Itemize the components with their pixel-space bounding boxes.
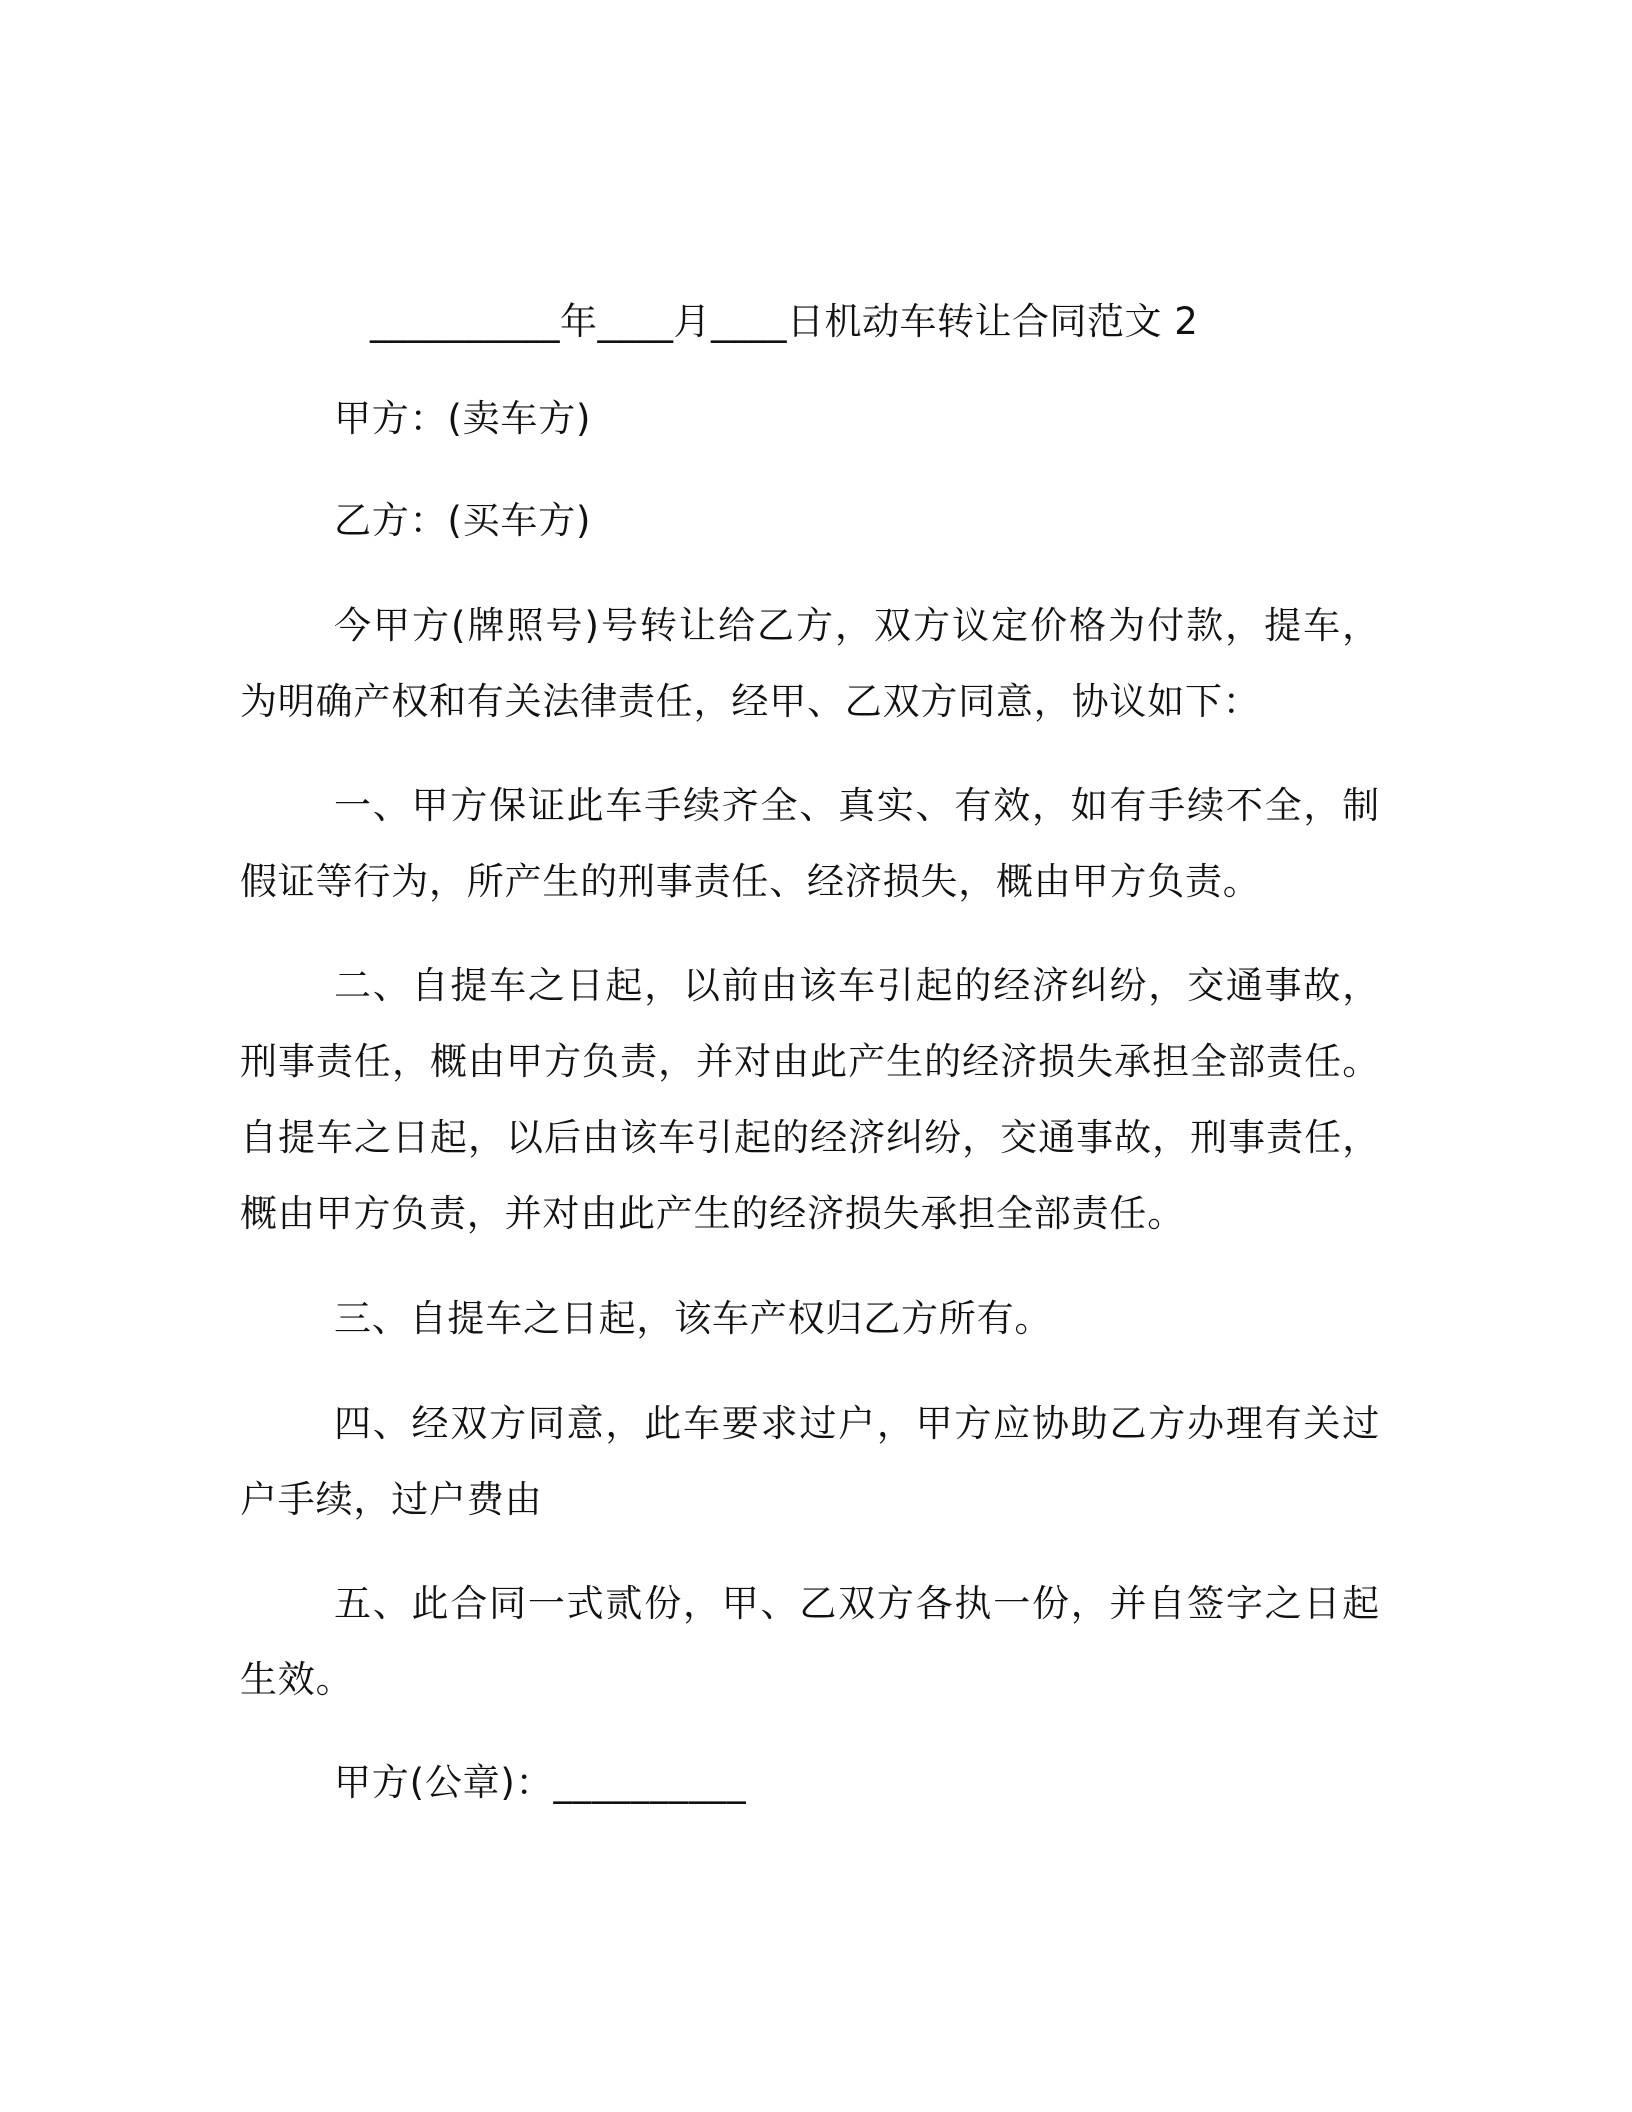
party-b-line: 乙方：(买车方) <box>334 499 592 542</box>
clause-5: 五、此合同一式贰份，甲、乙双方各执一份，并自签字之日起生效。 <box>240 1582 1380 1701</box>
clause-2: 二、自提车之日起，以前由该车引起的经济纠纷，交通事故，刑事责任，概由甲方负责，并对由此产生的经济损失承担全部责任。自提车之日起，以后由该车引起的经济纠纷，交通事故，刑事责任，概由甲方负责，并对由此产生的经济损失承担全部责任。 <box>240 964 1380 1235</box>
clause-3: 三、自提车之日起，该车产权归乙方所有。 <box>334 1297 1053 1340</box>
clause-4: 四、经双方同意，此车要求过户，甲方应协助乙方办理有关过户手续，过户费由 <box>240 1402 1380 1521</box>
document-title: __________年____月____日机动车转让合同范文 2 <box>370 300 1199 343</box>
signature-party-a: 甲方(公章)：__________ <box>334 1761 747 1804</box>
party-a-line: 甲方：(卖车方) <box>334 397 592 440</box>
intro-paragraph: 今甲方(牌照号)号转让给乙方，双方议定价格为付款，提车，为明确产权和有关法律责任，经甲、乙双方同意，协议如下： <box>240 604 1380 723</box>
clause-1: 一、甲方保证此车手续齐全、真实、有效，如有手续不全，制假证等行为，所产生的刑事责任、经济损失，概由甲方负责。 <box>240 784 1380 903</box>
